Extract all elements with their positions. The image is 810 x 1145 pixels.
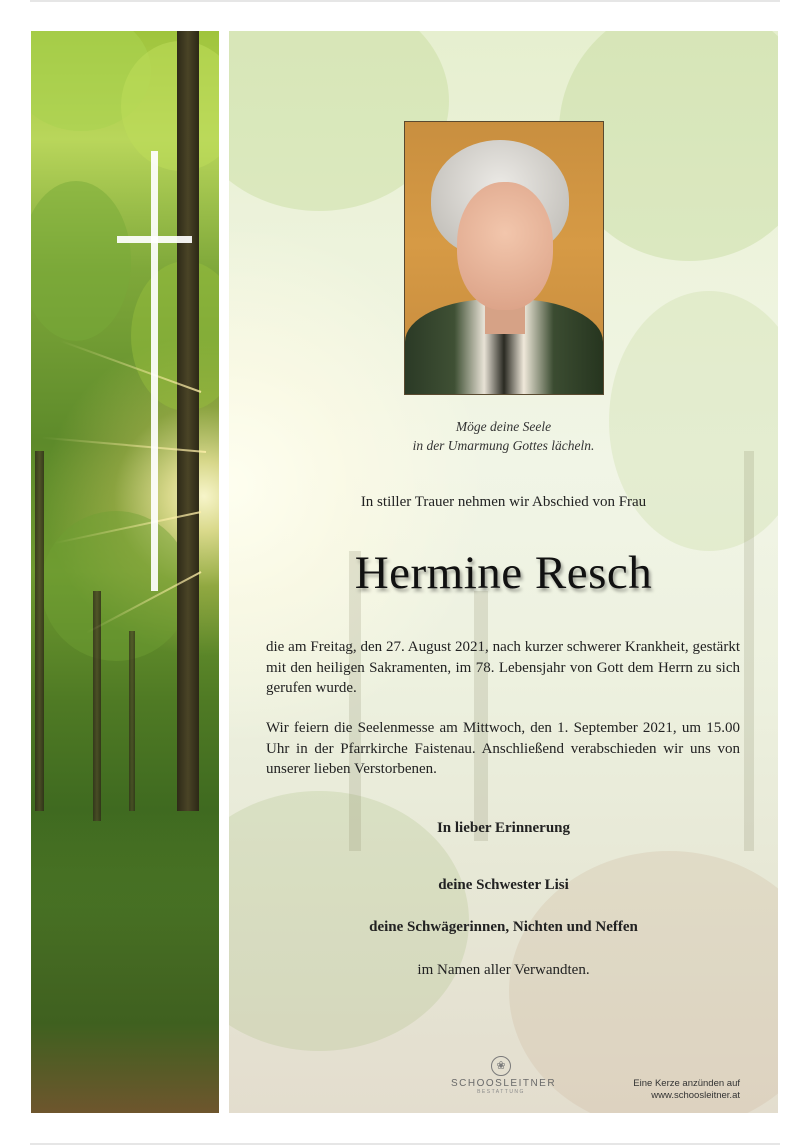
- portrait-photo: [404, 121, 604, 395]
- deceased-name: Hermine Resch: [354, 547, 653, 599]
- logo-text: SCHOOSLEITNER: [451, 1078, 557, 1089]
- cross-icon-bar: [117, 236, 192, 243]
- obituary-panel: [229, 31, 778, 1113]
- candle-line-1: Eine Kerze anzünden auf: [633, 1078, 740, 1089]
- mourner-all-relatives: im Namen aller Verwandten.: [417, 962, 590, 978]
- remembrance-heading: In lieber Erinnerung: [436, 820, 571, 836]
- logo-subtext: BESTATTUNG: [477, 1089, 525, 1095]
- cross-icon: [151, 151, 158, 591]
- quote: [229, 417, 778, 455]
- candle-link[interactable]: [633, 1078, 740, 1102]
- top-border: [30, 0, 780, 2]
- mourner-relatives: deine Schwägerinnen, Nichten und Neffen: [369, 919, 638, 935]
- flower-logo-icon: ❀: [491, 1056, 511, 1076]
- mourner-sister: deine Schwester Lisi: [438, 877, 569, 893]
- intro-text: In stiller Trauer nehmen wir Abschied von Frau: [360, 494, 647, 510]
- forest-image-panel: [31, 31, 219, 1113]
- funeral-mass-paragraph: Wir feiern die Seelenmesse am Mittwoch, den 1. September 2021, um 15.00 Uhr in der Pfarrkirche Faistenau. Anschließend verabschieden wir uns von unserer lieben Verstorbenen.: [266, 720, 740, 777]
- quote-line-2: in der Umarmung Gottes lächeln.: [412, 438, 595, 453]
- candle-url[interactable]: www.schoosleitner.at: [651, 1090, 740, 1101]
- death-notice-paragraph: die am Freitag, den 27. August 2021, nach kurzer schwerer Krankheit, gestärkt mit den heiligen Sakramenten, im 78. Lebensjahr von Gott dem Herrn zu sich gerufen wurde.: [266, 639, 740, 696]
- funeral-home-logo: [451, 1056, 557, 1095]
- quote-line-1: Möge deine Seele: [455, 419, 552, 434]
